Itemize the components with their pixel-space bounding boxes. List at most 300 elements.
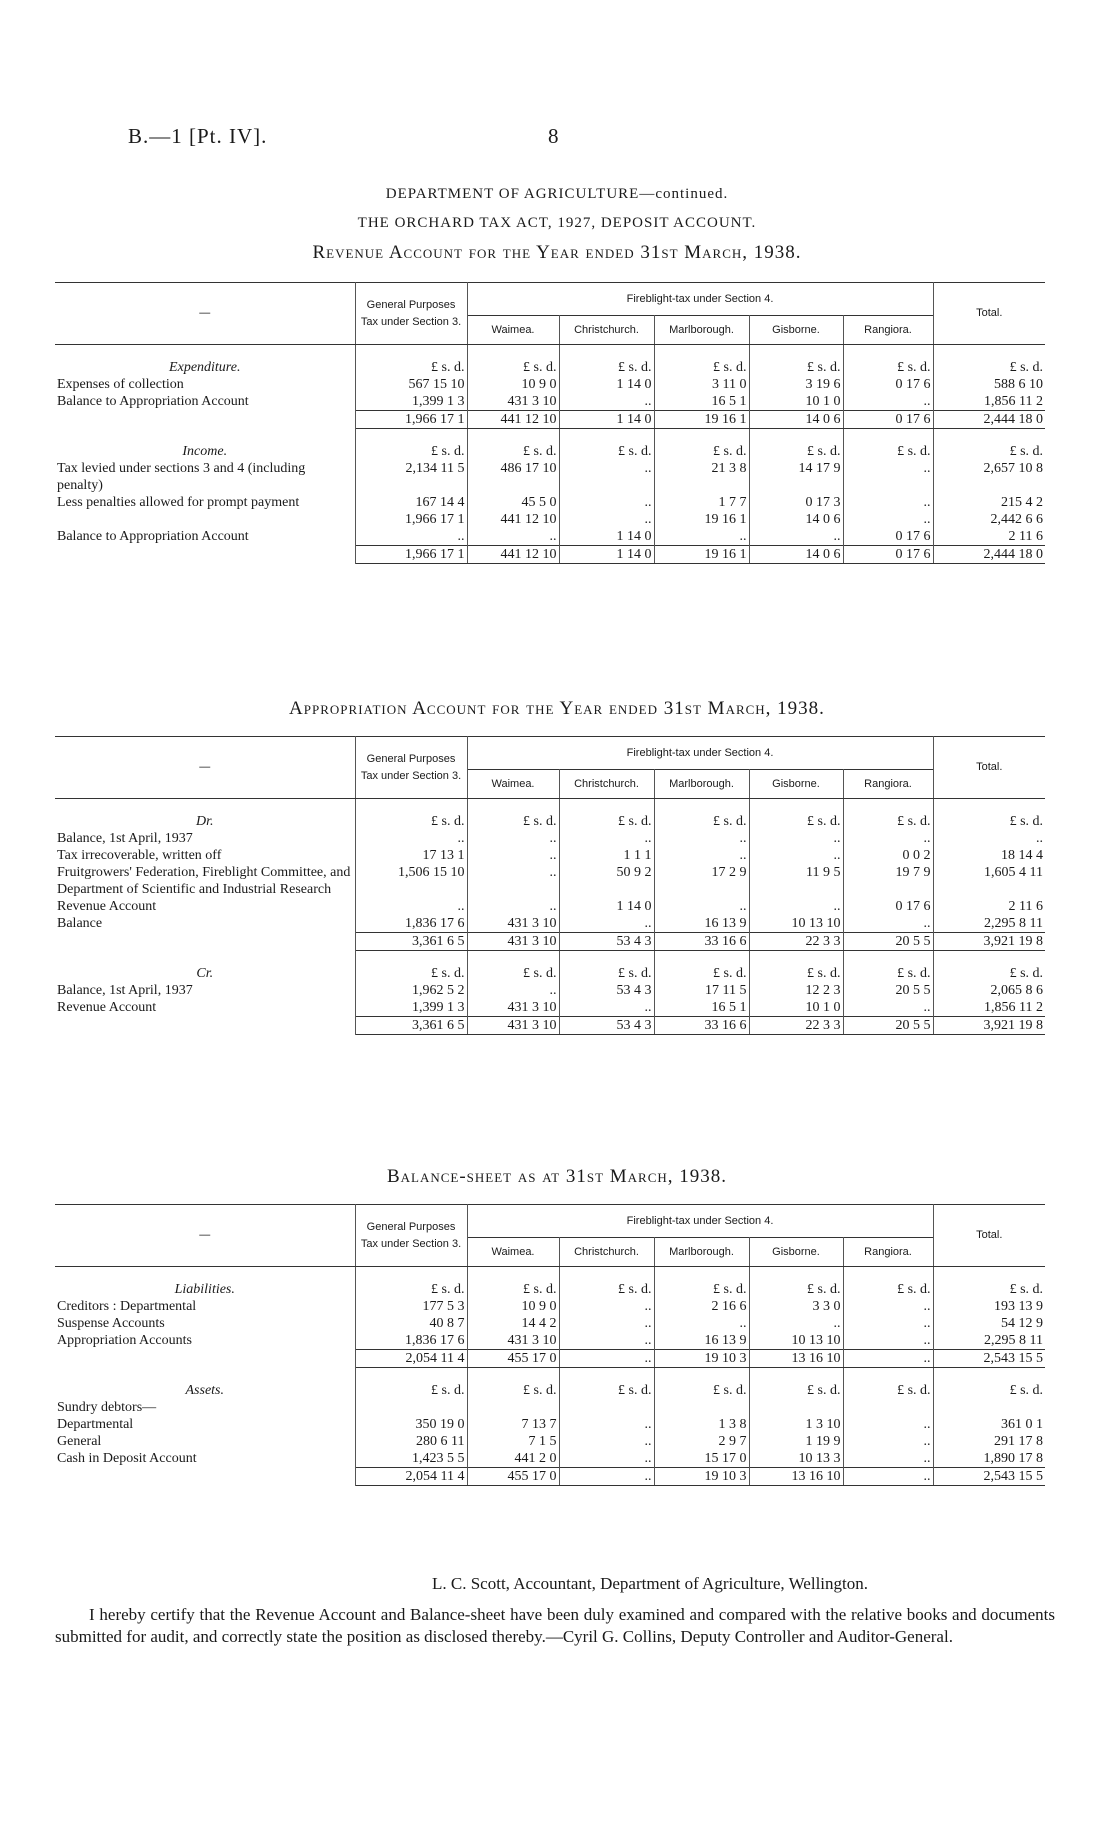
total-amount: 2,054 11 4	[355, 1350, 467, 1368]
amount-cell: ..	[843, 999, 933, 1017]
currency-label: £ s. d.	[467, 1267, 559, 1299]
amount-cell: 14 0 6	[749, 511, 843, 528]
total-label-blank	[55, 1017, 355, 1035]
total-amount: 14 0 6	[749, 546, 843, 564]
amount-cell: 16 13 9	[654, 1332, 749, 1350]
amount-cell: 16 5 1	[654, 999, 749, 1017]
currency-label: £ s. d.	[559, 799, 654, 831]
amount-cell	[559, 1399, 654, 1416]
currency-label: £ s. d.	[749, 1368, 843, 1400]
amount-cell: 20 5 5	[843, 982, 933, 999]
row-label: Balance, 1st April, 1937	[55, 830, 355, 847]
amount-cell: 2 11 6	[1008, 529, 1044, 544]
total-row	[55, 1468, 1045, 1486]
amount-cell: 1,506 15 10	[355, 864, 467, 898]
total-label-blank	[55, 1350, 355, 1368]
currency-label: £ s. d.	[559, 1267, 654, 1299]
currency-label: £ s. d.	[654, 1368, 749, 1400]
total-amount: 455 17 0	[467, 1468, 559, 1486]
currency-label: £ s. d.	[355, 429, 467, 461]
total-amount: ..	[843, 1468, 933, 1486]
amount-cell: 7 13 7	[467, 1416, 559, 1433]
general-purposes-header: General Purposes Tax under Section 3.	[355, 1205, 467, 1267]
total-amount: 0 17 6	[843, 546, 933, 564]
table-row	[55, 1298, 1045, 1315]
amount-cell: ..	[843, 1298, 933, 1315]
blank-header: —	[55, 283, 355, 345]
gisborne-header: Gisborne.	[749, 770, 843, 799]
appropriation-account-table	[55, 736, 1045, 1035]
currency-label: £ s. d.	[749, 429, 843, 461]
amount-cell: ..	[843, 1315, 933, 1332]
amount-cell: ..	[467, 830, 559, 847]
total-amount: 1,966 17 1	[355, 546, 467, 564]
currency-label: £ s. d.	[355, 1267, 467, 1299]
total-label-blank	[55, 933, 355, 951]
currency-label: £ s. d.	[843, 1267, 933, 1299]
section-heading-row	[55, 429, 1045, 461]
amount-cell: ..	[843, 460, 933, 494]
amount-cell: 2,295 8 11	[984, 1333, 1044, 1348]
total-amount: ..	[843, 1350, 933, 1368]
total-amount: 19 16 1	[654, 411, 749, 429]
total-amount: ..	[559, 1468, 654, 1486]
total-amount: 14 0 6	[749, 411, 843, 429]
total-amount: 19 16 1	[654, 546, 749, 564]
amount-cell: ..	[559, 1450, 654, 1468]
marlborough-header: Marlborough.	[654, 316, 749, 345]
amount-cell: 2 9 7	[654, 1433, 749, 1450]
currency-label: £ s. d.	[749, 799, 843, 831]
amount-cell: 3 11 0	[654, 376, 749, 393]
amount-cell: ..	[843, 511, 933, 528]
currency-label: £ s. d.	[1009, 1282, 1044, 1297]
amount-cell: 1,836 17 6	[355, 1332, 467, 1350]
amount-cell: 1 3 10	[749, 1416, 843, 1433]
amount-cell: 2,065 8 6	[990, 983, 1044, 998]
amount-cell: 2 16 6	[654, 1298, 749, 1315]
table-row	[55, 898, 1045, 915]
currency-label: £ s. d.	[1009, 1383, 1044, 1398]
table-row	[55, 1315, 1045, 1332]
row-label: Balance, 1st April, 1937	[55, 982, 355, 999]
row-label: Cash in Deposit Account	[55, 1450, 355, 1468]
currency-label: £ s. d.	[467, 429, 559, 461]
amount-cell: ..	[843, 915, 933, 933]
gisborne-header: Gisborne.	[749, 316, 843, 345]
table-row	[55, 376, 1045, 393]
amount-cell: 177 5 3	[355, 1298, 467, 1315]
christchurch-header: Christchurch.	[559, 770, 654, 799]
amount-cell: 40 8 7	[355, 1315, 467, 1332]
total-row	[55, 1350, 1045, 1368]
amount-cell: ..	[559, 999, 654, 1017]
total-amount: 33 16 6	[654, 1017, 749, 1035]
section-heading: Liabilities.	[55, 1267, 355, 1299]
total-row	[55, 546, 1045, 564]
amount-cell: 291 17 8	[994, 1434, 1044, 1449]
amount-cell: ..	[559, 1315, 654, 1332]
row-label: Suspense Accounts	[55, 1315, 355, 1332]
amount-cell: 0 17 3	[749, 494, 843, 511]
amount-cell: 1,966 17 1	[355, 511, 467, 528]
total-amount: 53 4 3	[559, 1017, 654, 1035]
section-heading: Cr.	[55, 951, 355, 983]
currency-label: £ s. d.	[355, 1368, 467, 1400]
total-row	[55, 933, 1045, 951]
amount-cell: ..	[355, 830, 467, 847]
section-heading-row	[55, 799, 1045, 831]
amount-cell: 54 12 9	[1001, 1316, 1044, 1331]
fireblight-header: Fireblight-tax under Section 4.	[467, 283, 933, 316]
amount-cell: 167 14 4	[355, 494, 467, 511]
currency-label: £ s. d.	[654, 345, 749, 377]
table-row	[55, 847, 1045, 864]
amount-cell: ..	[355, 528, 467, 546]
total-amount: 13 16 10	[749, 1468, 843, 1486]
table-row	[55, 460, 1045, 494]
row-label: Tax levied under sections 3 and 4 (including penalty)	[55, 460, 355, 494]
currency-label: £ s. d.	[749, 951, 843, 983]
amount-cell: 1,605 4 11	[984, 865, 1044, 880]
christchurch-header: Christchurch.	[559, 316, 654, 345]
currency-label: £ s. d.	[355, 951, 467, 983]
row-label: Revenue Account	[55, 999, 355, 1017]
row-label: Revenue Account	[55, 898, 355, 915]
table-row	[55, 494, 1045, 511]
currency-label: £ s. d.	[559, 429, 654, 461]
general-purposes-header: General Purposes Tax under Section 3.	[355, 737, 467, 799]
table-row	[55, 528, 1045, 546]
amount-cell: 215 4 2	[1001, 495, 1044, 510]
amount-cell: 431 3 10	[467, 1332, 559, 1350]
act-title: THE ORCHARD TAX ACT, 1927, DEPOSIT ACCOUNT.	[357, 215, 757, 231]
amount-cell: ..	[843, 830, 933, 847]
amount-cell: ..	[559, 1332, 654, 1350]
total-amount: 431 3 10	[467, 933, 559, 951]
table-row	[55, 511, 1045, 528]
amount-cell: 2,134 11 5	[355, 460, 467, 494]
amount-cell: 1 3 8	[654, 1416, 749, 1433]
amount-cell: ..	[843, 1416, 933, 1433]
amount-cell	[467, 1399, 559, 1416]
christchurch-header: Christchurch.	[559, 1238, 654, 1267]
rangiora-header: Rangiora.	[843, 770, 933, 799]
currency-label: £ s. d.	[749, 1267, 843, 1299]
amount-cell	[355, 1399, 467, 1416]
amount-cell: 1,856 11 2	[984, 394, 1044, 409]
amount-cell: 16 13 9	[654, 915, 749, 933]
amount-cell	[933, 1399, 1045, 1416]
amount-cell: ..	[749, 528, 843, 546]
currency-label: £ s. d.	[654, 429, 749, 461]
section-heading: Assets.	[55, 1368, 355, 1400]
amount-cell: ..	[559, 511, 654, 528]
total-header: Total.	[933, 1205, 1045, 1267]
amount-cell: ..	[559, 393, 654, 411]
currency-label: £ s. d.	[1009, 444, 1044, 459]
waimea-header: Waimea.	[467, 316, 559, 345]
section-heading-row	[55, 951, 1045, 983]
amount-cell: 18 14 4	[1001, 848, 1044, 863]
row-label: Appropriation Accounts	[55, 1332, 355, 1350]
amount-cell: 431 3 10	[467, 999, 559, 1017]
total-amount: 3,921 19 8	[933, 933, 1045, 951]
amount-cell: 50 9 2	[559, 864, 654, 898]
total-amount: 441 12 10	[467, 411, 559, 429]
amount-cell: 361 0 1	[1001, 1417, 1044, 1432]
section-heading: Income.	[55, 429, 355, 461]
amount-cell: ..	[1036, 831, 1044, 846]
amount-cell: 0 17 6	[843, 528, 933, 546]
currency-label: £ s. d.	[355, 345, 467, 377]
amount-cell: 17 11 5	[654, 982, 749, 999]
currency-label: £ s. d.	[843, 799, 933, 831]
table-row	[55, 864, 1045, 898]
currency-label: £ s. d.	[654, 1267, 749, 1299]
amount-cell: 45 5 0	[467, 494, 559, 511]
amount-cell: ..	[467, 847, 559, 864]
total-amount: ..	[559, 1350, 654, 1368]
amount-cell: 1,399 1 3	[355, 999, 467, 1017]
amount-cell: 14 17 9	[749, 460, 843, 494]
amount-cell: 588 6 10	[994, 377, 1044, 392]
amount-cell: ..	[843, 1332, 933, 1350]
amount-cell: 10 13 10	[749, 915, 843, 933]
row-label: Creditors : Departmental	[55, 1298, 355, 1315]
table-row	[55, 1416, 1045, 1433]
amount-cell: ..	[843, 494, 933, 511]
total-label-blank	[55, 411, 355, 429]
balance-sheet-title: Balance-sheet as at 31st March, 1938.	[386, 1166, 728, 1187]
amount-cell: 3 3 0	[749, 1298, 843, 1315]
total-amount: 431 3 10	[467, 1017, 559, 1035]
total-amount: 455 17 0	[467, 1350, 559, 1368]
amount-cell: ..	[355, 898, 467, 915]
currency-label: £ s. d.	[1009, 814, 1044, 829]
row-label	[55, 511, 355, 528]
currency-label: £ s. d.	[843, 1368, 933, 1400]
currency-label: £ s. d.	[355, 799, 467, 831]
total-label-blank	[55, 546, 355, 564]
amount-cell: ..	[559, 494, 654, 511]
currency-label: £ s. d.	[843, 429, 933, 461]
total-amount: 20 5 5	[843, 933, 933, 951]
total-amount: 20 5 5	[843, 1017, 933, 1035]
table-row	[55, 982, 1045, 999]
amount-cell	[654, 1399, 749, 1416]
currency-label: £ s. d.	[654, 951, 749, 983]
amount-cell: ..	[749, 847, 843, 864]
amount-cell: ..	[654, 528, 749, 546]
amount-cell: ..	[654, 1315, 749, 1332]
amount-cell: ..	[843, 1450, 933, 1468]
amount-cell: 7 1 5	[467, 1433, 559, 1450]
currency-label: £ s. d.	[467, 799, 559, 831]
amount-cell: 0 17 6	[843, 376, 933, 393]
amount-cell: 10 13 3	[749, 1450, 843, 1468]
currency-label: £ s. d.	[843, 951, 933, 983]
amount-cell: 2,442 6 6	[990, 512, 1044, 527]
row-label: Less penalties allowed for prompt payment	[55, 494, 355, 511]
amount-cell: 19 7 9	[843, 864, 933, 898]
total-label-blank	[55, 1468, 355, 1486]
amount-cell: 567 15 10	[355, 376, 467, 393]
amount-cell: ..	[654, 830, 749, 847]
revenue-account-title: Revenue Account for the Year ended 31st March, 1938.	[312, 242, 802, 263]
amount-cell: ..	[467, 864, 559, 898]
table-row	[55, 1450, 1045, 1468]
amount-cell: 10 13 10	[749, 1332, 843, 1350]
table-row	[55, 1399, 1045, 1416]
amount-cell: 17 2 9	[654, 864, 749, 898]
total-header: Total.	[933, 283, 1045, 345]
amount-cell: 1 14 0	[559, 898, 654, 915]
row-label: Balance	[55, 915, 355, 933]
amount-cell: ..	[559, 830, 654, 847]
currency-label: £ s. d.	[559, 951, 654, 983]
amount-cell: 1,890 17 8	[983, 1451, 1044, 1466]
amount-cell: 1,962 5 2	[355, 982, 467, 999]
amount-cell: 2 11 6	[1008, 899, 1044, 914]
marlborough-header: Marlborough.	[654, 1238, 749, 1267]
amount-cell: 1 14 0	[559, 376, 654, 393]
blank-header: —	[55, 1205, 355, 1267]
amount-cell: 1 14 0	[559, 528, 654, 546]
amount-cell: ..	[467, 898, 559, 915]
amount-cell: 1,423 5 5	[355, 1450, 467, 1468]
waimea-header: Waimea.	[467, 770, 559, 799]
blank-header: —	[55, 737, 355, 799]
currency-label: £ s. d.	[1009, 966, 1044, 981]
general-purposes-header: General Purposes Tax under Section 3.	[355, 283, 467, 345]
section-heading: Expenditure.	[55, 345, 355, 377]
column-header-row	[55, 737, 1045, 770]
fireblight-header: Fireblight-tax under Section 4.	[467, 737, 933, 770]
amount-cell: 10 1 0	[749, 999, 843, 1017]
total-amount: 3,361 6 5	[355, 933, 467, 951]
table-row	[55, 830, 1045, 847]
amount-cell: ..	[749, 830, 843, 847]
table-row	[55, 999, 1045, 1017]
fireblight-header: Fireblight-tax under Section 4.	[467, 1205, 933, 1238]
total-amount: 53 4 3	[559, 933, 654, 951]
total-amount: 1,966 17 1	[355, 411, 467, 429]
total-header: Total.	[933, 737, 1045, 799]
section-heading-row	[55, 1267, 1045, 1299]
table-row	[55, 915, 1045, 933]
department-title: DEPARTMENT OF AGRICULTURE—continued.	[385, 186, 729, 202]
amount-cell	[843, 1399, 933, 1416]
currency-label: £ s. d.	[467, 951, 559, 983]
row-label: Sundry debtors—	[55, 1399, 355, 1416]
currency-label: £ s. d.	[843, 345, 933, 377]
amount-cell: 10 9 0	[467, 1298, 559, 1315]
total-row	[55, 411, 1045, 429]
amount-cell: 17 13 1	[355, 847, 467, 864]
total-amount: 0 17 6	[843, 411, 933, 429]
amount-cell: ..	[843, 393, 933, 411]
amount-cell: 431 3 10	[467, 393, 559, 411]
total-amount: 441 12 10	[467, 546, 559, 564]
amount-cell: ..	[559, 915, 654, 933]
amount-cell: 19 16 1	[654, 511, 749, 528]
amount-cell: 3 19 6	[749, 376, 843, 393]
section-heading: Dr.	[55, 799, 355, 831]
amount-cell: 280 6 11	[355, 1433, 467, 1450]
amount-cell: 10 1 0	[749, 393, 843, 411]
amount-cell	[749, 1399, 843, 1416]
amount-cell: 193 13 9	[994, 1299, 1044, 1314]
table-row	[55, 1332, 1045, 1350]
amount-cell: 11 9 5	[749, 864, 843, 898]
page-number: 8	[548, 124, 559, 148]
amount-cell: 350 19 0	[355, 1416, 467, 1433]
amount-cell: 1 19 9	[749, 1433, 843, 1450]
total-amount: 19 10 3	[654, 1468, 749, 1486]
column-header-row	[55, 283, 1045, 316]
amount-cell: 1,856 11 2	[984, 1000, 1044, 1015]
amount-cell: 1,399 1 3	[355, 393, 467, 411]
row-label: Tax irrecoverable, written off	[55, 847, 355, 864]
amount-cell: 15 17 0	[654, 1450, 749, 1468]
balance-sheet-table	[55, 1204, 1045, 1486]
amount-cell: 441 2 0	[467, 1450, 559, 1468]
revenue-account-table	[55, 282, 1045, 564]
amount-cell: 1 1 1	[559, 847, 654, 864]
currency-label: £ s. d.	[1009, 360, 1044, 375]
amount-cell: 431 3 10	[467, 915, 559, 933]
amount-cell: 16 5 1	[654, 393, 749, 411]
currency-label: £ s. d.	[559, 345, 654, 377]
amount-cell: 0 17 6	[843, 898, 933, 915]
amount-cell: 2,295 8 11	[984, 916, 1044, 931]
marlborough-header: Marlborough.	[654, 770, 749, 799]
total-amount: 2,543 15 5	[933, 1350, 1045, 1368]
gisborne-header: Gisborne.	[749, 1238, 843, 1267]
row-label: Fruitgrowers' Federation, Fireblight Committee, and Department of Scientific and Industrial Research	[55, 864, 355, 898]
amount-cell: ..	[749, 1315, 843, 1332]
amount-cell: 1 7 7	[654, 494, 749, 511]
table-row	[55, 393, 1045, 411]
amount-cell: 1,836 17 6	[355, 915, 467, 933]
amount-cell: ..	[843, 1433, 933, 1450]
total-amount: 2,054 11 4	[355, 1468, 467, 1486]
amount-cell: 12 2 3	[749, 982, 843, 999]
section-heading-row	[55, 345, 1045, 377]
appropriation-account-title: Appropriation Account for the Year ended 31st March, 1938.	[289, 698, 825, 719]
amount-cell: ..	[749, 898, 843, 915]
total-amount: 3,921 19 8	[933, 1017, 1045, 1035]
total-amount: 2,444 18 0	[933, 546, 1045, 564]
amount-cell: ..	[559, 1433, 654, 1450]
amount-cell: ..	[559, 460, 654, 494]
amount-cell: 2,657 10 8	[983, 461, 1044, 476]
currency-label: £ s. d.	[467, 1368, 559, 1400]
rangiora-header: Rangiora.	[843, 1238, 933, 1267]
row-label: Expenses of collection	[55, 376, 355, 393]
currency-label: £ s. d.	[467, 345, 559, 377]
audit-certificate: I hereby certify that the Revenue Account and Balance-sheet have been duly examined and compared with the relative books and documents submitted for audit, and correctly state the position as disclosed thereby.—Cyril G. Collins, Deputy Controller and Auditor-General.	[55, 1605, 1055, 1646]
total-amount: 22 3 3	[749, 1017, 843, 1035]
total-amount: 1 14 0	[559, 546, 654, 564]
total-amount: 33 16 6	[654, 933, 749, 951]
total-amount: 22 3 3	[749, 933, 843, 951]
currency-label: £ s. d.	[559, 1368, 654, 1400]
section-heading-row	[55, 1368, 1045, 1400]
amount-cell: 486 17 10	[467, 460, 559, 494]
amount-cell: ..	[559, 1298, 654, 1315]
